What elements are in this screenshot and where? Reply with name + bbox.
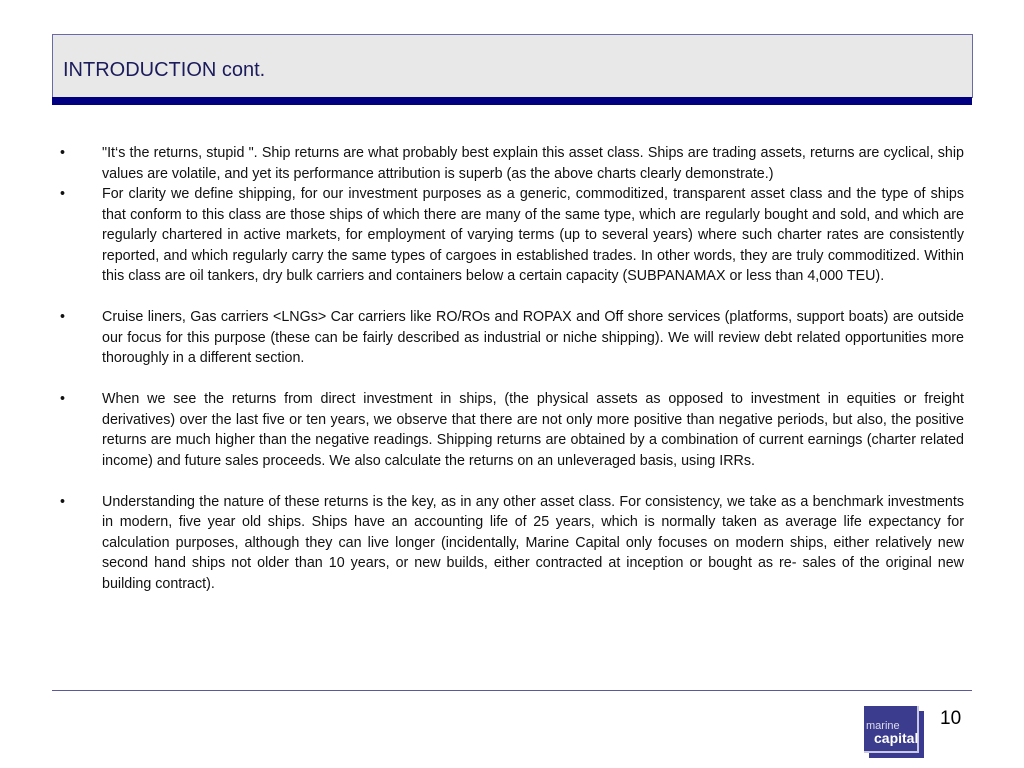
- bullet-item: [58, 143, 964, 184]
- bullet-marker: •: [60, 391, 66, 407]
- bullet-marker: •: [60, 309, 66, 325]
- marine-capital-logo: [864, 706, 924, 758]
- bullet-item: [58, 307, 964, 369]
- bullet-list: [58, 143, 964, 594]
- logo-text-marine: marine: [866, 720, 900, 732]
- bullet-marker: •: [60, 145, 66, 161]
- footer-divider: [52, 690, 972, 691]
- bullet-item: [58, 389, 964, 471]
- slide-header: [52, 34, 973, 98]
- header-accent-bar: [52, 97, 972, 105]
- page-number: 10: [940, 708, 962, 729]
- bullet-item: [58, 492, 964, 595]
- bullet-marker: •: [60, 186, 66, 202]
- logo-text-capital: capital: [874, 730, 919, 746]
- bullet-marker: •: [60, 493, 66, 510]
- bullet-text: When we see the returns from direct investment in ships, (the physical assets as opposed to investment in equities or freight derivatives) over the last five or ten years, we observe that there are not only more positive than negative periods, but also, the positive returns are much higher than the negative readings. Shipping returns are obtained by a combination of current earnings (charter related income) and future sales proceeds. We also calculate the returns on an unleveraged basis, using IRRs.: [102, 391, 964, 469]
- bullet-text: Understanding the nature of these returns is the key, as in any other asset class. For consistency, we take as a benchmark investments in modern, five year old ships. Ships have an accounting life of 25 years, which is normally taken as average life expectancy for calculation purposes, although they can live longer (incidentally, Marine Capital only focuses on modern ships, either relatively new second hand ships not older than 10 years, or new builds, either contracted at inception or bought as re- sales of the original new building contract).: [102, 493, 964, 592]
- bullet-text: "It‘s the returns, stupid ". Ship returns are what probably best explain this asset class. Ships are trading assets, returns are cyclical, ship values are volatile, and yet its performance attribution is superb (as the above charts clearly demonstrate.): [102, 145, 964, 182]
- bullet-text: For clarity we define shipping, for our investment purposes as a generic, commoditized, transparent asset class and the type of ships that conform to this class are those ships of which there are many of the same type, which are regularly bought and sold, and which are regularly chartered in active markets, for employment of varying terms (up to several years) where such charter rates are consistently reported, and which regularly carry the same types of cargoes in established trades. In other words, they are truly commoditized. Within this class are oil tankers, dry bulk carriers and containers below a certain capacity (SUBPANAMAX or less than 4,000 TEU).: [102, 186, 964, 284]
- slide-title: INTRODUCTION cont.: [63, 59, 266, 81]
- bullet-item: [58, 184, 964, 287]
- bullet-text: Cruise liners, Gas carriers <LNGs> Car carriers like RO/ROs and ROPAX and Off shore services (platforms, support boats) are outside our focus for this purpose (these can be fairly described as industrial or niche shipping). We will review debt related opportunities more thoroughly in a different section.: [102, 309, 964, 366]
